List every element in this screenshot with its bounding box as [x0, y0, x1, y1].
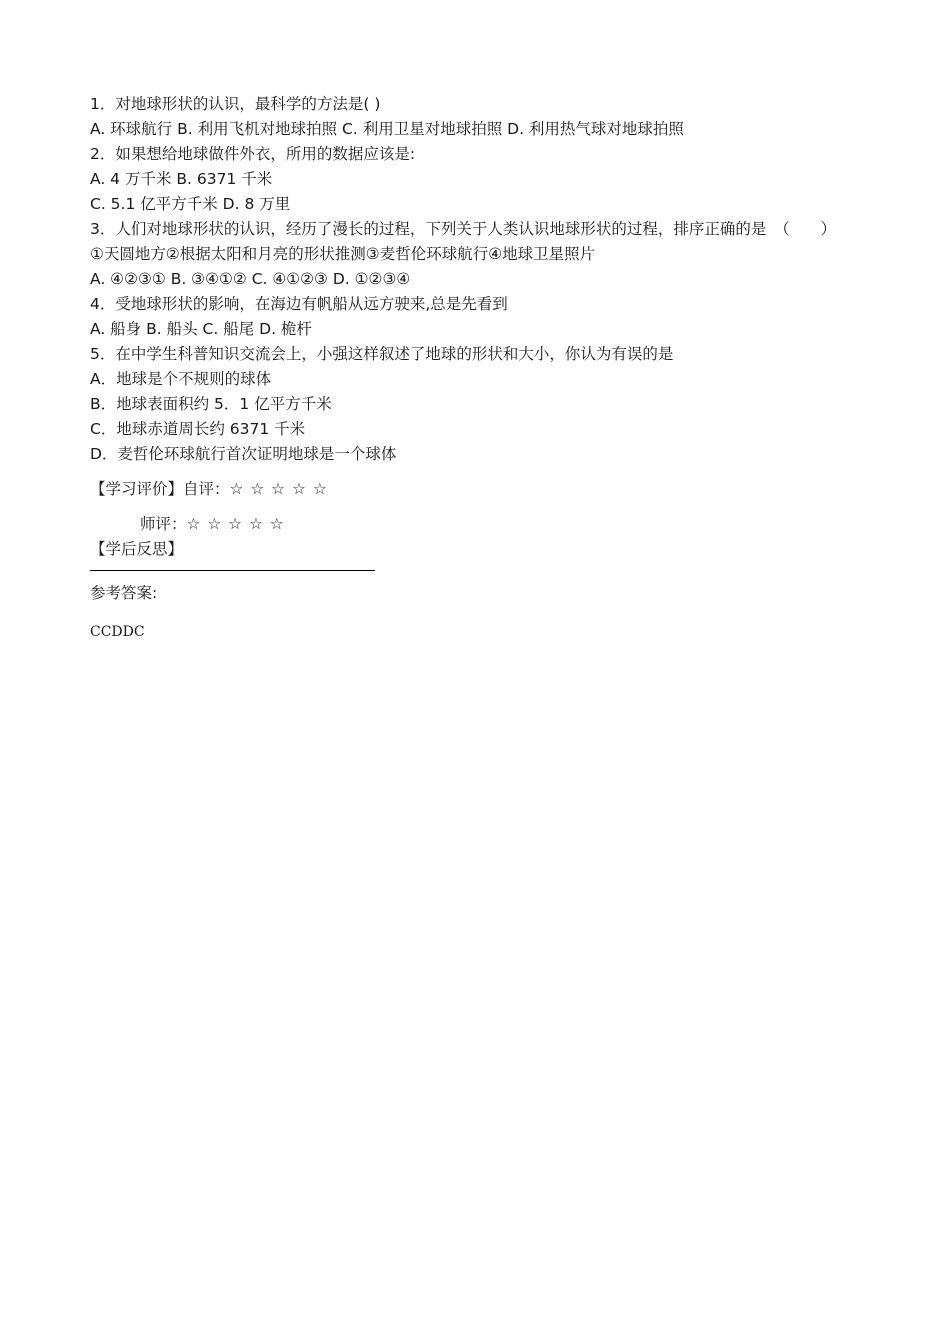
answer-key-value: CCDDC: [90, 624, 145, 640]
teacher-evaluation-stars[interactable]: ☆ ☆ ☆ ☆ ☆: [186, 515, 285, 533]
reflection-blank-line: [90, 570, 375, 571]
question-2-options-row-2: C. 5.1 亿平方千米 D. 8 万里: [90, 195, 291, 213]
teacher-evaluation-row: [90, 512, 870, 537]
question-5-option-a: A．地球是个不规则的球体: [90, 370, 272, 388]
answer-key-label: 参考答案:: [90, 584, 158, 602]
self-evaluation-label: 自评：: [183, 480, 230, 498]
evaluation-heading: 【学习评价】: [90, 480, 184, 498]
question-2-stem: 2．如果想给地球做件外衣，所用的数据应该是:: [90, 145, 416, 163]
self-evaluation-row: [90, 477, 870, 502]
question-4-options: A. 船身 B. 船头 C. 船尾 D. 桅杆: [90, 320, 312, 338]
question-5-option-c: C．地球赤道周长约 6371 千米: [90, 420, 306, 438]
question-1-options: A. 环球航行 B. 利用飞机对地球拍照 C. 利用卫星对地球拍照 D. 利用热气球对地球拍照: [90, 120, 684, 138]
question-3-options: A. ④②③① B. ③④①② C. ④①②③ D. ①②③④: [90, 270, 411, 288]
self-evaluation-stars[interactable]: ☆ ☆ ☆ ☆ ☆: [229, 480, 328, 498]
question-5-option-b: B．地球表面积约 5．1 亿平方千米: [90, 395, 332, 413]
question-1-stem: 1．对地球形状的认识，最科学的方法是( ): [90, 95, 381, 113]
question-2-options-row-1: A. 4 万千米 B. 6371 千米: [90, 170, 273, 188]
worksheet: [90, 92, 870, 642]
teacher-evaluation-label: 师评：: [140, 515, 187, 533]
question-3-stem: 3．人们对地球形状的认识，经历了漫长的过程，下列关于人类认识地球形状的过程，排序正确的是 （ ）: [90, 220, 837, 238]
question-4-stem: 4．受地球形状的影响，在海边有帆船从远方驶来,总是先看到: [90, 295, 508, 313]
reflection-heading: 【学后反思】: [90, 540, 184, 558]
question-5-option-d: D．麦哲伦环球航行首次证明地球是一个球体: [90, 445, 397, 463]
question-5-stem: 5．在中学生科普知识交流会上，小强这样叙述了地球的形状和大小，你认为有误的是: [90, 345, 674, 363]
question-3-statements: ①天圆地方②根据太阳和月亮的形状推测③麦哲伦环球航行④地球卫星照片: [90, 245, 596, 263]
